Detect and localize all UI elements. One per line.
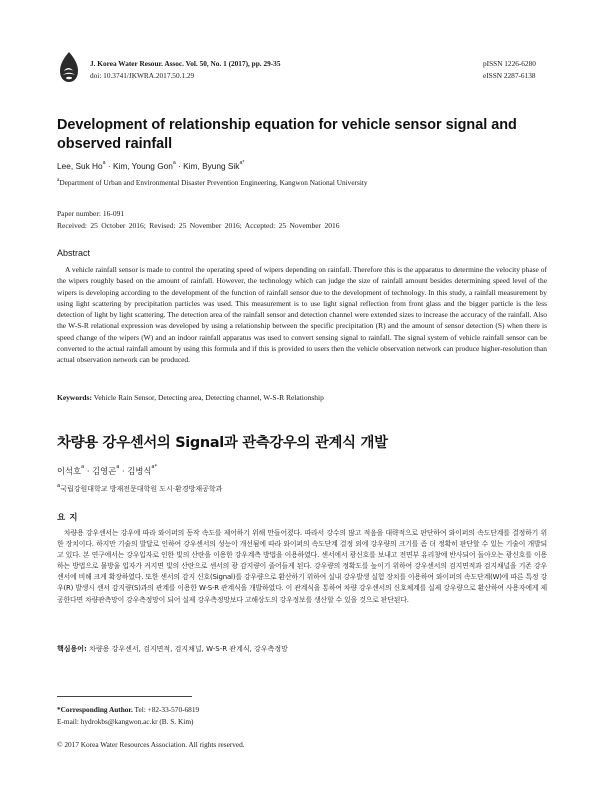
keywords-text: 차량용 강우센서, 검지면적, 검지채널, W-S-R 관계식, 강우측정망: [86, 645, 288, 653]
abstract-ko: 차량용 강우센서는 강우에 따라 와이퍼의 동작 속도를 제어하기 위해 만들어졌다. 따라서 강수의 많고 적음을 대략적으로 판단하여 와이퍼의 속도단계를 결정하기 위한 장치이다. 하지만 기술의 발달로 인하여 강우센서의 성능이 개선됨에 따라 와이퍼의 속도단계 결정 외에 강우량의 크기를 좀 더 정확히 판단할 수 있는 기술이 개발되고 있다. 본 연구에서는 강우입자로 인한 빛의 산란을 이용한 강우계측 방법을 이용하였다. 센서에서 광신호를 보내고 전면부 유리창에 반사되어 돌아오는 광신호를 이용하는 방법으로 물방울 입자가 커지면 빛의 산란으로 센서의 광 감지량이 줄어들게 된다. 강우량의 정확도를 높이기 위하여 강우센서의 검지면적과 검지채널을 기존 강우센서에 비해 크게 확장하였다. 또한 센서의 감지 신호(Signal)를 강우량으로 환산하기 위하여 실내 강우발생 실험 장치를 이용하여 와이퍼의 속도단계(W)에 따른 특정 강우(R) 발생시 센서 감지량(S)과의 관계를 이용한 W-S-R 관계식을 개발하였다. 이 관계식을 통하여 차량 강우센서의 신호체계를 실제 강우량으로 환산하여 사용자에게 제공한다면 차량관측망이 강우측정망이 되어 실제 강우측정망보다 고해상도의 강우정보를 생산할 수 있을 것으로 판단된다.: [57, 529, 547, 604]
author-name: Kim, Byung Sik: [183, 161, 240, 171]
abstract-en: A vehicle rainfall sensor is made to control the operating speed of wipers depending on rainfall. Therefore this is the apparatus to determine the velocity phase of the wipers roughly based on the amount of rainfall. However, the technology which can judge the size of rainfall amount besides determining speed level of the wipers is developing according to the development of the function of rainfall sensor due to the development of technology. In this study, a rainfall measurement by using light scattering by precipitation particles was used. This measurement is to use light signal reflection from front glass and the bigger particle is the less detection of light by light scattering. The detection area of the rainfall sensor and detection channel were extended sizes to increase the accuracy of the rainfall. Also the W-S-R relational expression was developed by using a relationship between the specific precipitation (R) and the amount of sensor detection (S) when there is speed change of the wipers (W) and an indoor rainfall apparatus was used to convert sensing signal to rainfall. The signal system of vehicle rainfall sensor can be converted to the actual rainfall amount by using this formula and if this is provided to users then the vehicle observation network can produce higher-resolution than actual observation network can be produced.: [57, 265, 547, 365]
author-sup: a: [116, 464, 120, 470]
affiliation-sup: a: [57, 483, 61, 489]
doi[interactable]: doi: 10.3741/JKWRA.2017.50.1.29: [90, 71, 195, 80]
author-name: 김영곤: [92, 466, 117, 476]
abstract-heading-ko: 요지: [57, 513, 82, 523]
author-sup: a: [172, 160, 176, 166]
author-sup: a: [102, 160, 106, 166]
author-name: 김병식: [127, 466, 152, 476]
author-name: 이석호: [57, 466, 82, 476]
corresponding-tel: Tel: +82-33-570-6819: [132, 705, 200, 714]
paper-title-en: Development of relationship equation for vehicle sensor signal and observed rainfall: [57, 117, 517, 152]
footnote-rule: [57, 696, 192, 697]
journal-citation: J. Korea Water Resour. Assoc. Vol. 50, No. 1 (2017), pp. 29-35: [90, 59, 281, 68]
corresponding-label: *Corresponding Author.: [57, 705, 133, 714]
submission-dates: Received: 25 October 2016; Revised: 25 November 2016; Accepted: 25 November 2016: [57, 221, 340, 230]
corresponding-author: [57, 705, 199, 714]
author-name: Lee, Suk Ho: [57, 161, 103, 171]
authors-ko: [57, 465, 157, 477]
author-separator: ·: [84, 466, 93, 476]
corresponding-email[interactable]: E-mail: hydrokbs@kangwon.ac.kr (B. S. Kim): [57, 717, 194, 726]
author-separator: ·: [175, 161, 184, 171]
eissn: eISSN 2287-6138: [483, 71, 536, 80]
author-sup: a*: [151, 464, 158, 470]
affiliation-sup: a: [57, 177, 60, 183]
paper-number: Paper number: 16-091: [57, 209, 125, 218]
author-sup: a: [81, 464, 85, 470]
keywords-label: Keywords:: [57, 393, 92, 402]
keywords-en: [57, 393, 324, 402]
keywords-text: Vehicle Rain Sensor, Detecting area, Detecting channel, W-S-R Relationship: [92, 393, 324, 402]
affiliation-ko: [57, 484, 222, 494]
copyright-notice: © 2017 Korea Water Resources Association. All rights reserved.: [57, 740, 245, 749]
author-separator: ·: [105, 161, 113, 171]
author-name: Kim, Young Gon: [112, 161, 173, 171]
authors-en: [57, 161, 244, 171]
author-sup: a*: [239, 160, 245, 166]
affiliation-text: Department of Urban and Environmental Disaster Prevention Engineering, Kangwon National University: [59, 178, 368, 187]
affiliation-text: 국립강원대학교 방재전문대학원 도시·환경방재공학과: [60, 485, 223, 493]
author-separator: ·: [119, 466, 128, 476]
affiliation-en: [57, 178, 368, 187]
pissn: pISSN 1226-6280: [483, 59, 536, 68]
keywords-ko: [57, 644, 288, 654]
abstract-heading: Abstract: [57, 248, 91, 258]
journal-logo: [57, 50, 81, 84]
keywords-label: 핵심용어:: [57, 645, 87, 653]
paper-title-ko: 차량용 강우센서의 Signal과 관측강우의 관계식 개발: [57, 435, 388, 451]
